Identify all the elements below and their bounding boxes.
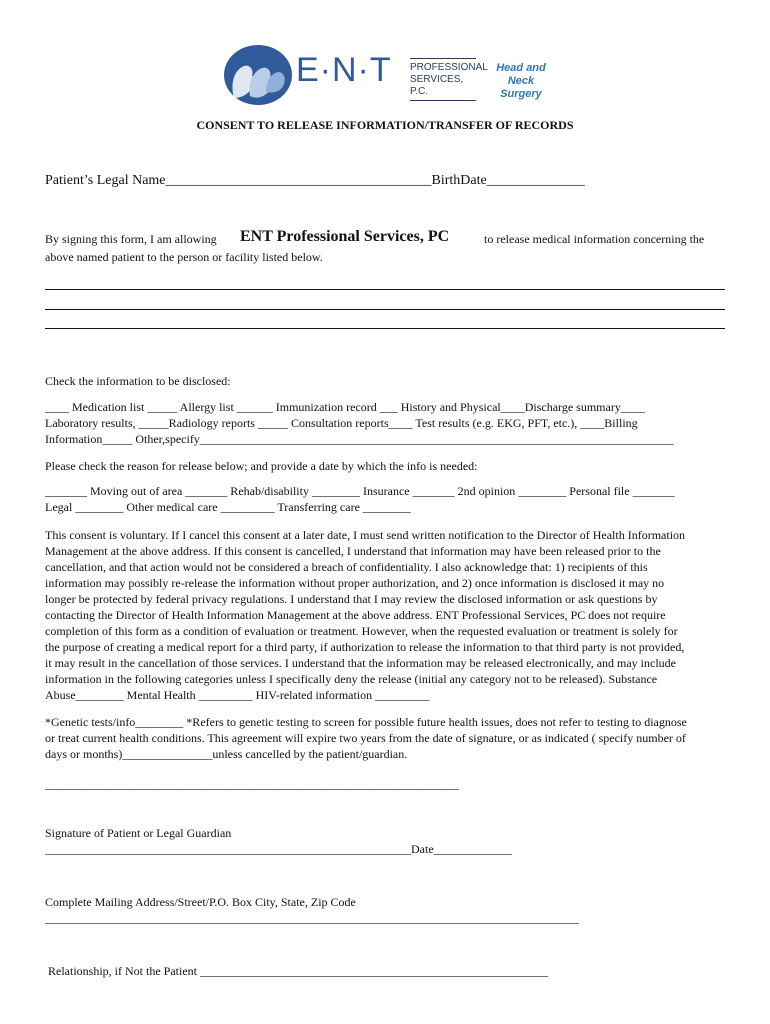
- consent-category-initials[interactable]: Abuse________ Mental Health _________ HIV-related information _________: [45, 688, 430, 702]
- reason-option-line[interactable]: Legal ________ Other medical care _________ Transferring care ________: [45, 500, 411, 514]
- genetic-line: or treat current health conditions. This agreement will expire two years from the date of signature, or as indicated ( specify number of: [45, 731, 686, 745]
- company-logo: [220, 44, 560, 106]
- logo-company-name: PROFESSIONAL SERVICES, P.C.: [410, 58, 476, 101]
- consent-line: information may possibly re-release the information without proper authorization, and 2) once information is disclosed it may no: [45, 576, 665, 590]
- consent-line: Management at the above address. If this consent is cancelled, I understand that information may have been released prior to the: [45, 544, 661, 558]
- disclosure-option-line[interactable]: ____ Medication list _____ Allergy list ______ Immunization record ___ History and Physical____Discharge summary____: [45, 400, 645, 414]
- consent-line: cancellation, and that action would not be considered a breach of confidentiality. I also acknowledge that: 1) recipients of this: [45, 560, 648, 574]
- consent-line: information in the following categories unless I specifically deny the release (initial any category not to be released). Substance: [45, 672, 658, 686]
- recipient-line-2[interactable]: [45, 309, 725, 310]
- form-title: CONSENT TO RELEASE INFORMATION/TRANSFER OF RECORDS: [196, 118, 574, 132]
- consent-line: longer be protected by federal privacy regulations. I understand that I may review the disclosed information or ask questions by: [45, 592, 658, 606]
- consent-line: contacting the Director of Health Information Management at the above address. ENT Professional Services, PC does not require: [45, 608, 666, 622]
- signature-date-field[interactable]: _____________________________________________________________Date_____________: [45, 842, 512, 856]
- relationship-field[interactable]: Relationship, if Not the Patient __________________________________________________________: [48, 964, 548, 978]
- genetic-tests-paragraph: [45, 714, 687, 762]
- disclosure-options[interactable]: [45, 399, 674, 447]
- address-field[interactable]: _________________________________________________________________________________________: [45, 911, 579, 925]
- reason-options[interactable]: [45, 483, 675, 515]
- provider-name: ENT Professional Services, PC: [240, 228, 450, 245]
- signature-label: Signature of Patient or Legal Guardian: [45, 826, 232, 840]
- address-label: Complete Mailing Address/Street/P.O. Box City, State, Zip Code: [45, 895, 356, 909]
- consent-line: completion of this form as a condition of evaluation or treatment. However, when the requested evaluation or treatment is solely for: [45, 624, 678, 638]
- reason-option-line[interactable]: _______ Moving out of area _______ Rehab/disability ________ Insurance _______ 2nd opinion ________ Personal file _______: [45, 484, 675, 498]
- disclosure-heading: Check the information to be disclosed:: [45, 374, 231, 388]
- recipient-line-3[interactable]: [45, 328, 725, 329]
- reason-heading: Please check the reason for release below; and provide a date by which the info is needed:: [45, 459, 478, 473]
- patient-name-birthdate-field[interactable]: Patient’s Legal Name______________________________________BirthDate______________: [45, 173, 585, 188]
- authorization-line-2: above named patient to the person or facility listed below.: [45, 250, 323, 264]
- logo-tagline: Head and Neck Surgery: [496, 62, 546, 100]
- genetic-line[interactable]: *Genetic tests/info________ *Refers to genetic testing to screen for possible future health issues, does not refer to testing to diagnose: [45, 715, 687, 729]
- ent-profile-logo-icon: [220, 44, 292, 106]
- genetic-line[interactable]: days or months)_______________unless cancelled by the patient/guardian.: [45, 747, 408, 761]
- recipient-line-1[interactable]: [45, 289, 725, 290]
- logo-wordmark: E·N·T: [296, 51, 392, 89]
- consent-line: This consent is voluntary. If I cancel this consent at a later date, I must send written notification to the Director of Health Information: [45, 528, 686, 542]
- authorization-suffix: to release medical information concerning the: [484, 232, 705, 246]
- disclosure-option-line[interactable]: Laboratory results, _____Radiology reports _____ Consultation reports____ Test results (e.g. EKG, PFT, etc.), ____Billing: [45, 416, 638, 430]
- consent-paragraph: [45, 527, 685, 703]
- authorization-prefix: By signing this form, I am allowing: [45, 232, 217, 246]
- consent-line: the purpose of creating a medical report for a third party, if authorization to release the information to that third party is not provided,: [45, 640, 685, 654]
- consent-line: it may result in the cancellation of those services. I understand that the information may be released electronically, and may include: [45, 656, 676, 670]
- blank-entry-line[interactable]: _____________________________________________________________________: [45, 777, 459, 791]
- disclosure-option-line[interactable]: Information_____ Other,specify_______________________________________________________________________________: [45, 432, 674, 446]
